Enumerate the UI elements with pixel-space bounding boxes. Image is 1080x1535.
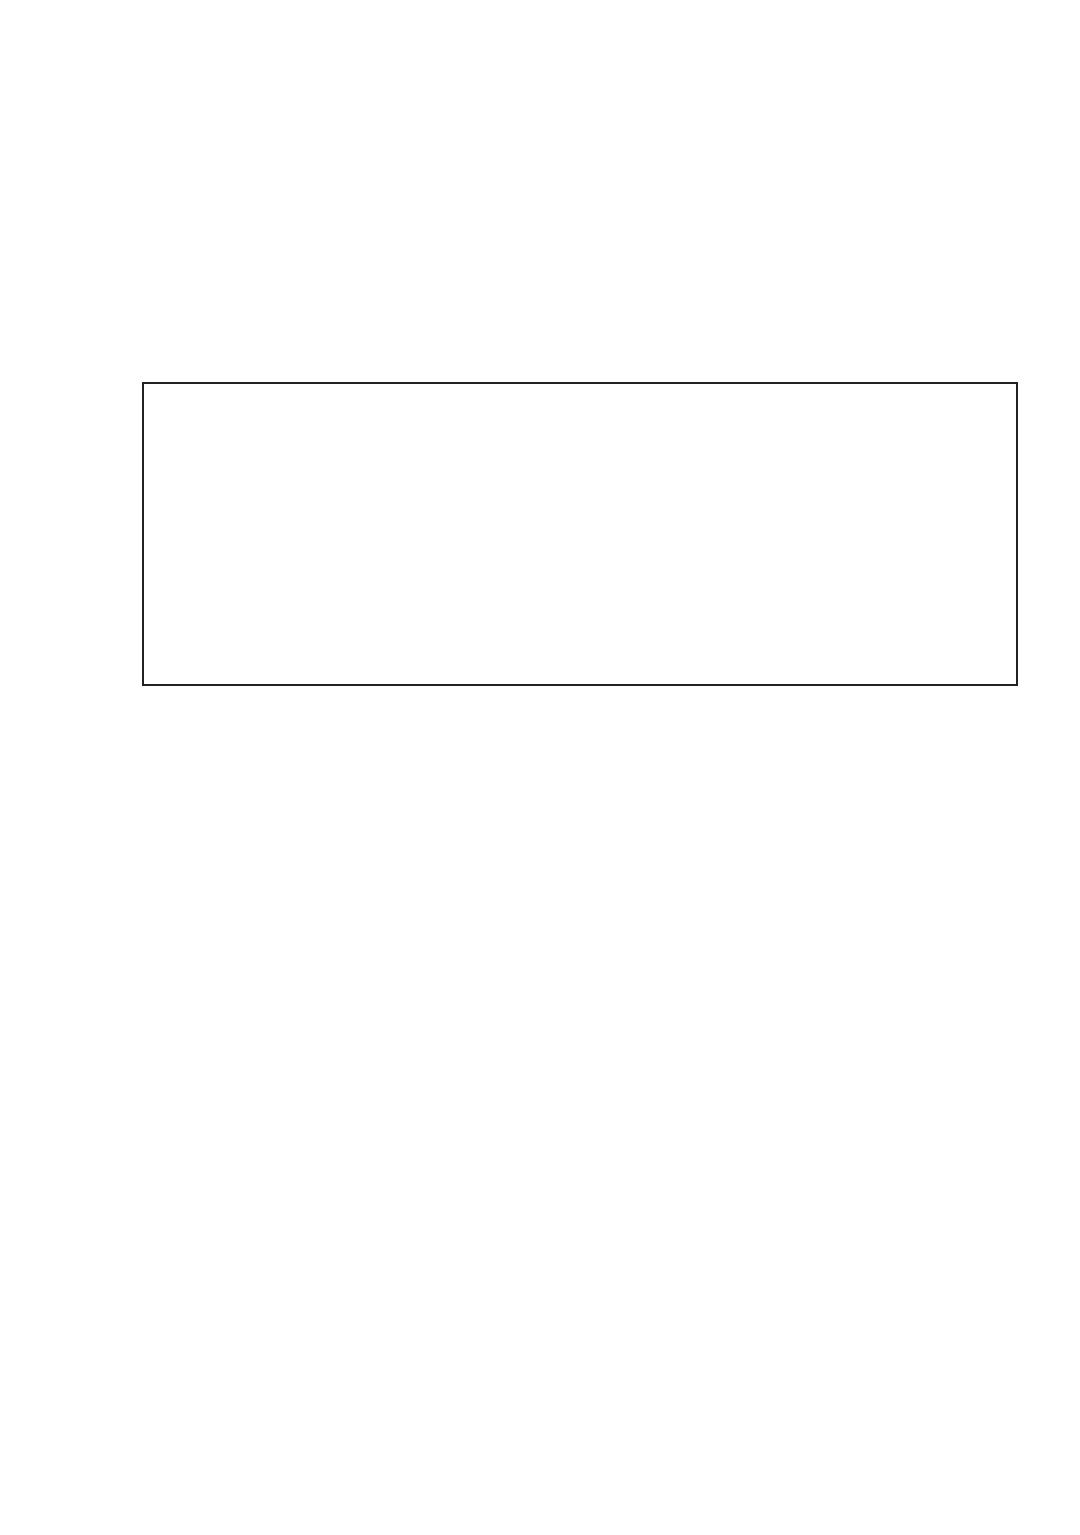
- page-footer: [0, 1480, 1080, 1501]
